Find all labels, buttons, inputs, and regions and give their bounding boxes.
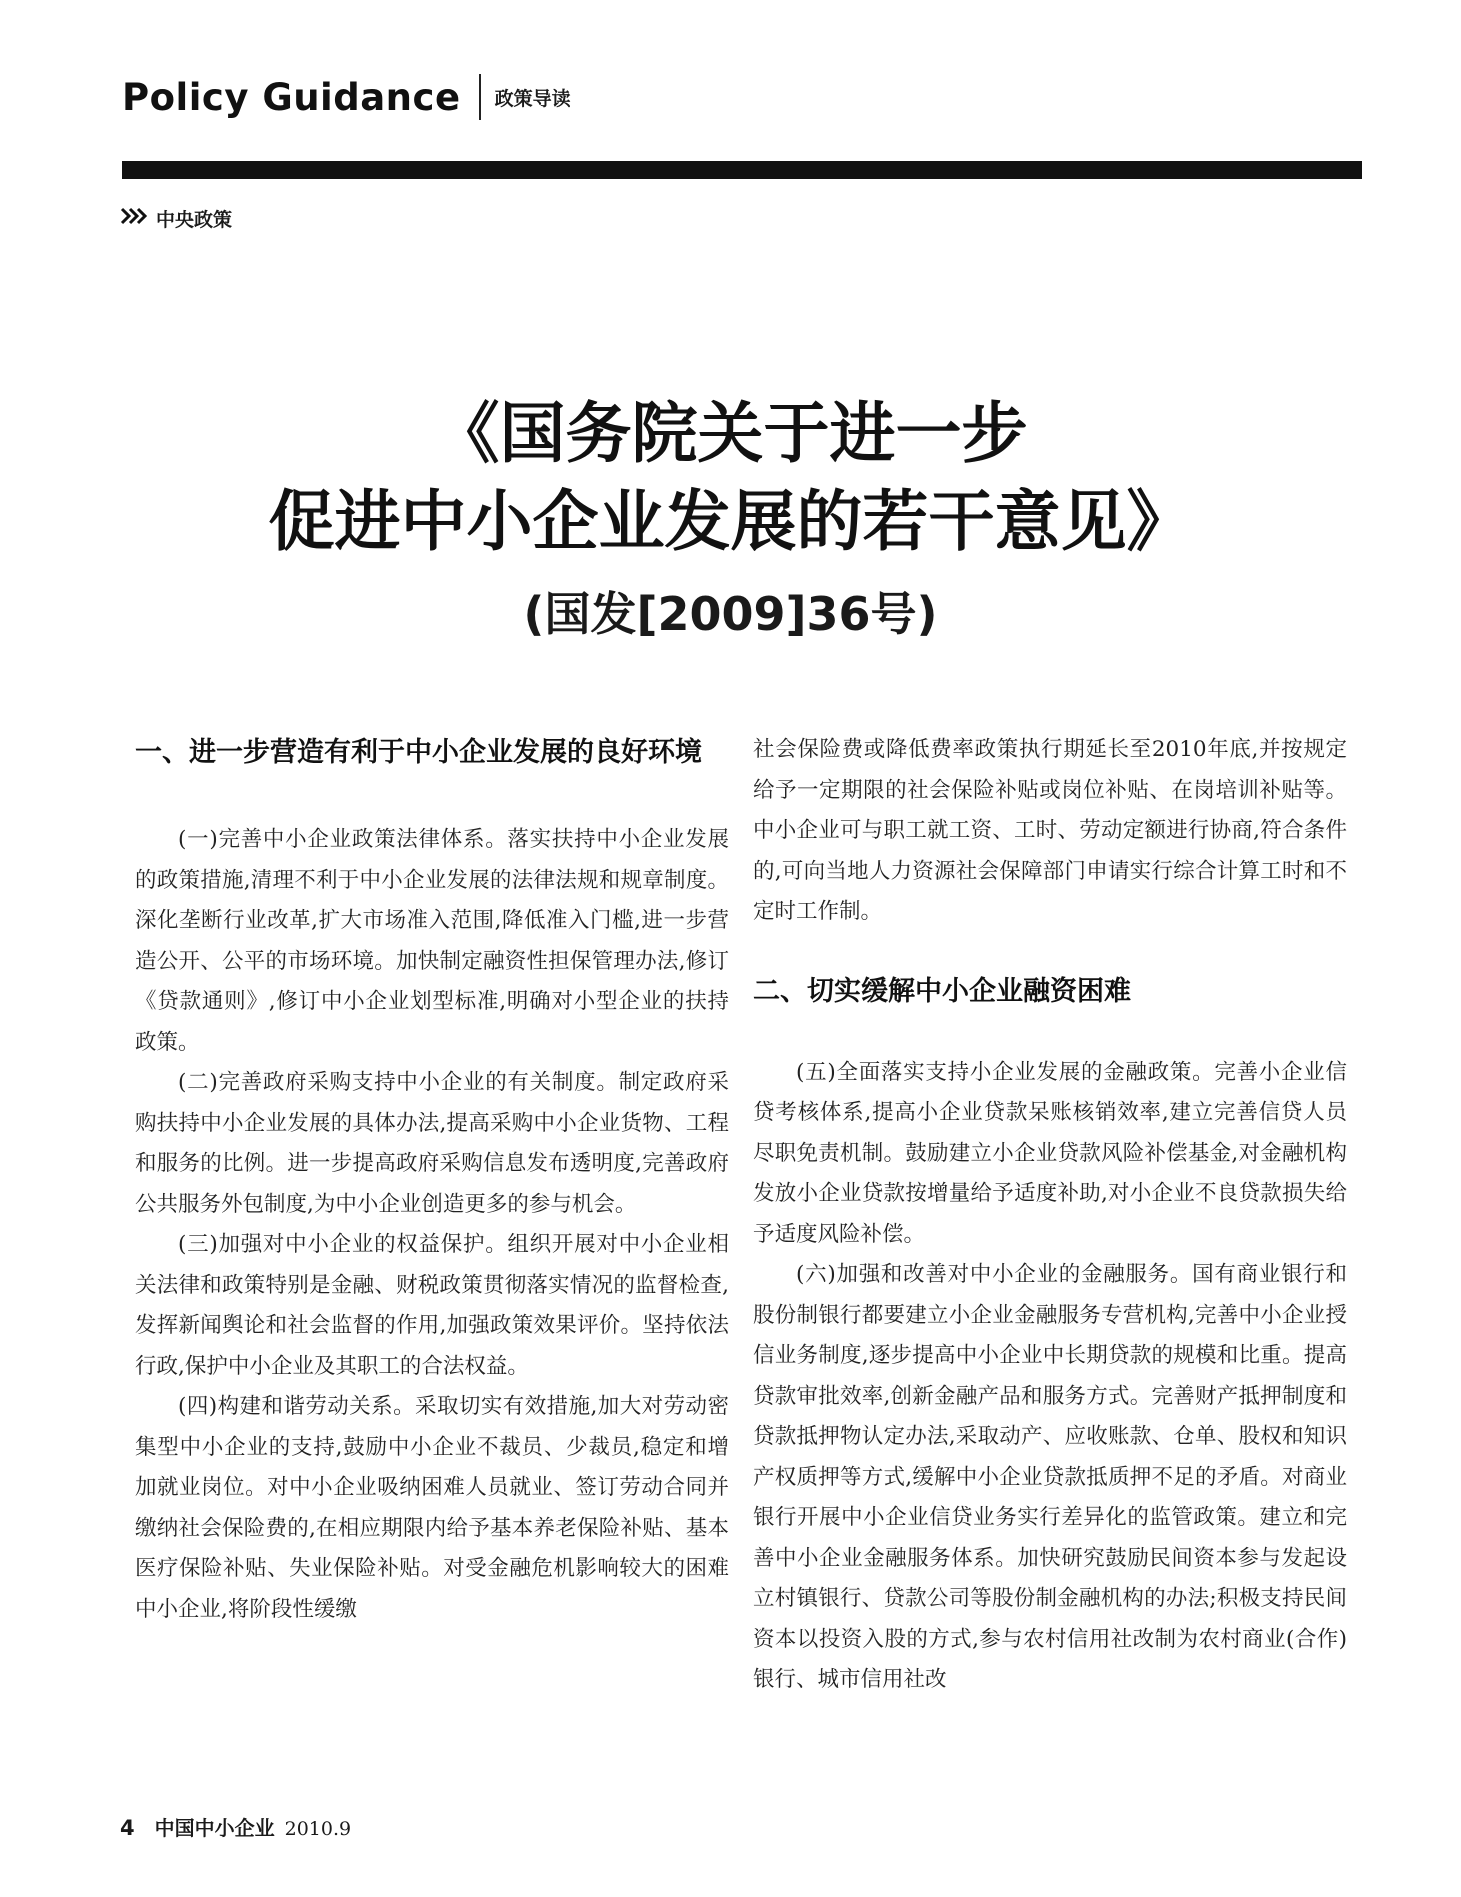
section-tag [120, 205, 232, 232]
section-heading-2: 二、切实缓解中小企业融资困难 [753, 975, 1131, 1007]
paragraph-5: (五)全面落实支持小企业发展的金融政策。完善小企业信贷考核体系,提高小企业贷款呆账核销效率,建立完善信贷人员尽职免责机制。鼓励建立小企业贷款风险补偿基金,对金融机构发放小企业贷款按增量给予适度补助,对小企业不良贷款损失给予适度风险补偿。 [753, 1059, 1347, 1247]
issue-number: 2010.9 [284, 1818, 352, 1840]
journal-name: 中国中小企业 [154, 1816, 275, 1840]
title-line-1: 《国务院关于进一步 [433, 395, 1028, 472]
page-number: 4 [120, 1816, 135, 1840]
page-footer [120, 1812, 351, 1841]
page-header [122, 74, 571, 120]
paragraph-6: (六)加强和改善对中小企业的金融服务。国有商业银行和股份制银行都要建立小企业金融服务专营机构,完善中小企业授信业务制度,逐步提高中小企业中长期贷款的规模和比重。提高贷款审批效率,创新金融产品和服务方式。完善财产抵押制度和贷款抵押物认定办法,采取动产、应收账款、仓单、股权和知识产权质押等方式,缓解中小企业贷款抵质押不足的矛盾。对商业银行开展中小企业信贷业务实行差异化的监管政策。建立和完善中小企业金融服务体系。加快研究鼓励民间资本参与发起设立村镇银行、贷款公司等股份制金融机构的办法;积极支持民间资本以投资入股的方式,参与农村信用社改制为农村商业(合作)银行、城市信用社改 [753, 1262, 1347, 1692]
document-title [0, 390, 1461, 566]
brand-chinese: 政策导读 [494, 87, 571, 110]
brand-english: Policy Guidance [122, 75, 461, 119]
header-rule [122, 161, 1362, 179]
paragraph-3: (三)加强对中小企业的权益保护。组织开展对中小企业相关法律和政策特别是金融、财税政策贯彻落实情况的监督检查,发挥新闻舆论和社会监督的作用,加强政策效果评价。坚持依法行政,保护中小企业及其职工的合法权益。 [135, 1232, 729, 1379]
paragraph-4-continued: 社会保险费或降低费率政策执行期延长至2010年底,并按规定给予一定期限的社会保险补贴或岗位补贴、在岗培训补贴等。中小企业可与职工就工资、工时、劳动定额进行协商,符合条件的,可向当地人力资源社会保障部门申请实行综合计算工时和不定时工作制。 [753, 737, 1347, 924]
right-column [753, 730, 1347, 1701]
paragraph-4: (四)构建和谐劳动关系。采取切实有效措施,加大对劳动密集型中小企业的支持,鼓励中小企业不裁员、少裁员,稳定和增加就业岗位。对中小企业吸纳困难人员就业、签订劳动合同并缴纳社会保险费的,在相应期限内给予基本养老保险补贴、基本医疗保险补贴、失业保险补贴。对受金融危机影响较大的困难中小企业,将阶段性缓缴 [135, 1394, 729, 1622]
header-divider [479, 74, 481, 120]
document-number: (国发[2009]36号) [523, 587, 938, 641]
left-column [135, 730, 729, 1630]
paragraph-2: (二)完善政府采购支持中小企业的有关制度。制定政府采购扶持中小企业发展的具体办法,提高采购中小企业货物、工程和服务的比例。进一步提高政府采购信息发布透明度,完善政府公共服务外包制度,为中小企业创造更多的参与机会。 [135, 1070, 729, 1217]
title-line-2: 促进中小企业发展的若干意见》 [268, 483, 1193, 560]
double-chevron-right-icon [120, 207, 150, 230]
section-tag-label: 中央政策 [156, 209, 233, 231]
paragraph-1: (一)完善中小企业政策法律体系。落实扶持中小企业发展的政策措施,清理不利于中小企业发展的法律法规和规章制度。深化垄断行业改革,扩大市场准入范围,降低准入门槛,进一步营造公开、公平的市场环境。加快制定融资性担保管理办法,修订《贷款通则》,修订中小企业划型标准,明确对小型企业的扶持政策。 [135, 827, 729, 1055]
section-heading-1: 一、进一步营造有利于中小企业发展的良好环境 [135, 737, 702, 768]
